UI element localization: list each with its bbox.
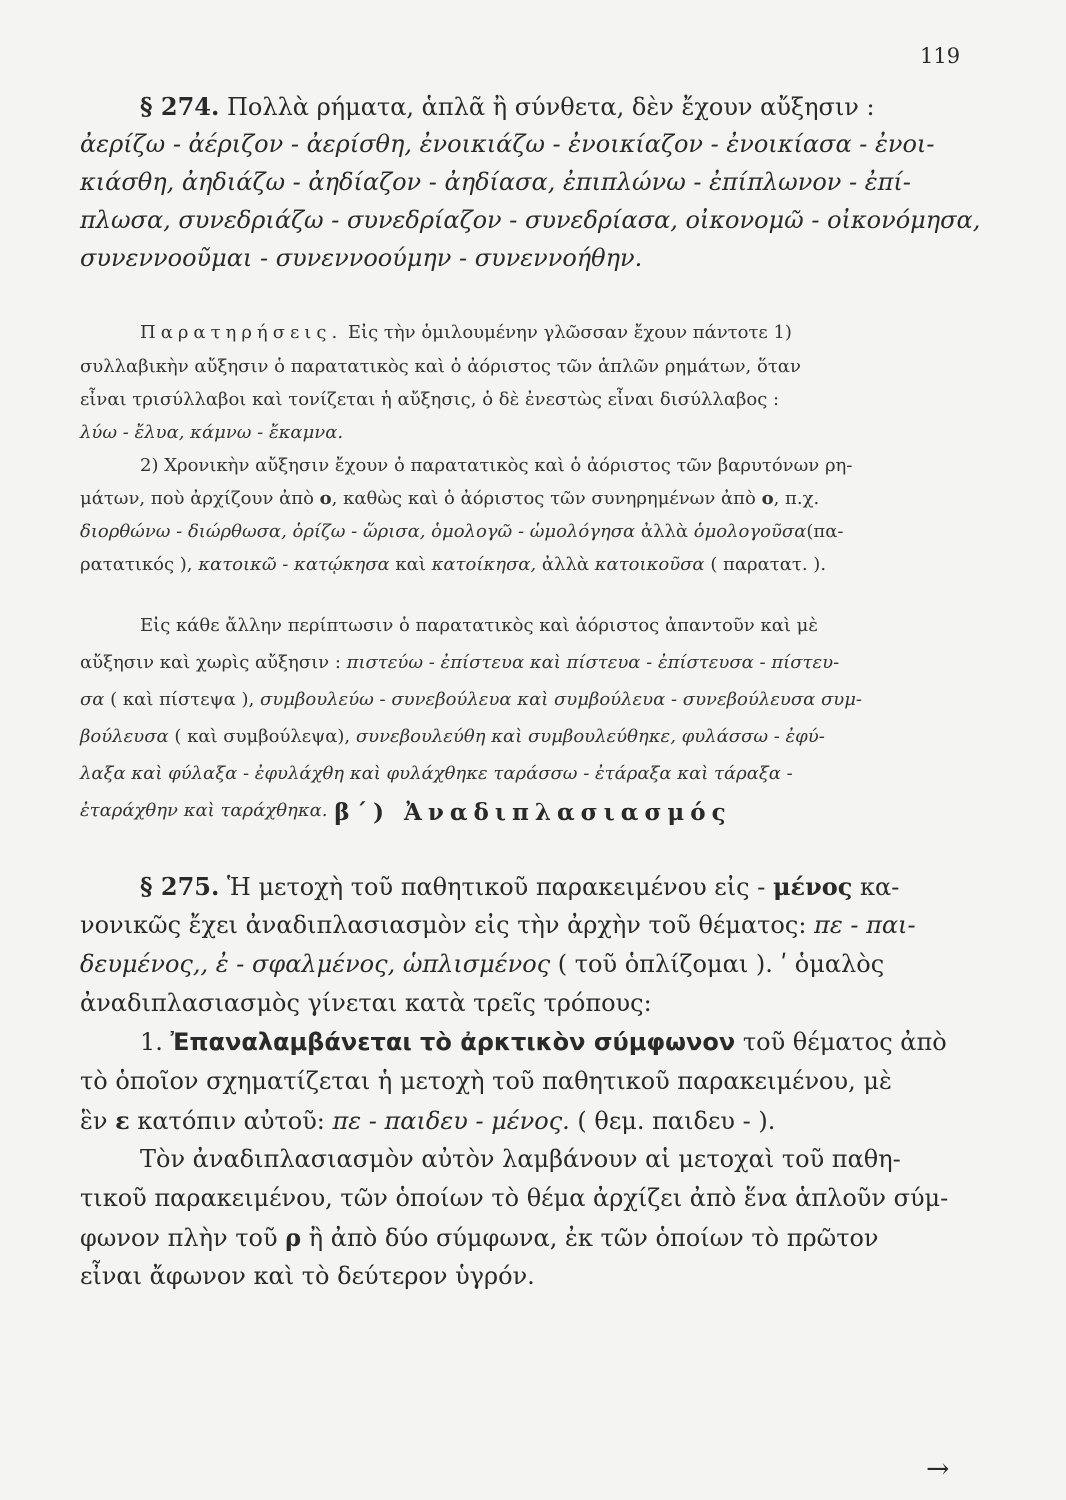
paragraph-text: νονικῶς ἔχει ἀναδιπλασιασμὸν εἰς τὴν ἀρχὴν τοῦ θέματος: <box>80 911 815 939</box>
paragraph-line: πλωσα, συνεδριάζω - συνεδρίαζον - συνεδρίασα, οἰκονομῶ - οἰκονόμησα, <box>80 206 981 234</box>
paragraph-text: ( θεμ. παιδευ - ). <box>569 1107 776 1135</box>
note-text: μάτων, ποὺ ἀρχίζουν ἀπὸ <box>80 488 320 509</box>
note-text: , καθὼς καὶ ὁ ἀόριστος τῶν συνηρημένων ἀπὸ <box>331 488 762 509</box>
note-text: ( καὶ πίστεψα ), <box>110 689 261 710</box>
note-line: Εἰς τὴν ὁμιλουμένην γλῶσσαν ἔχουν πάντοτε 1) <box>347 322 792 343</box>
suffix-bold: μένος <box>772 872 853 901</box>
note-line: λύω - ἔλυα, κάμνω - ἔκαμνα. <box>80 422 344 443</box>
note-line: εἶναι τρισύλλαβοι καὶ τονίζεται ἡ αὔξησις, ὁ δὲ ἐνεστὼς εἶναι δισύλλαβος : <box>80 389 780 410</box>
paragraph-text: Ἡ μετοχὴ τοῦ παθητικοῦ παρακειμένου εἰς - <box>227 873 773 901</box>
note-line: 2) Χρονικὴν αὔξησιν ἔχουν ὁ παρατατικὸς καὶ ὁ ἀόριστος τῶν βαρυτόνων ρη- <box>140 455 853 476</box>
letter-rho: ρ <box>285 1223 302 1252</box>
paragraph-line: τὸ ὁποῖον σχηματίζεται ἡ μετοχὴ τοῦ παθητικοῦ παρακειμένου, μὲ <box>80 1067 892 1095</box>
paragraph-line: εἶναι ἄφωνον καὶ τὸ δεύτερον ὑγρόν. <box>80 1262 535 1290</box>
list-number: 1. <box>140 1028 171 1056</box>
paragraph-text: ἓν <box>80 1107 116 1135</box>
note-text: ἀλλὰ <box>635 521 694 542</box>
note-example: κατοικῶ - κατῴκησα <box>198 554 390 575</box>
note-example: πιστεύω - ἐπίστευα καὶ πίστευα - ἐπίστευσα - πίστευ- <box>346 652 840 673</box>
note-text: ρατατικός ), <box>80 554 199 575</box>
section-275 <box>80 872 960 1301</box>
paragraph-line: συνεννοοῦμαι - συνεννοούμην - συνεννοήθην. <box>80 244 643 272</box>
section-number: § 275. <box>140 872 220 901</box>
letter-epsilon: ε <box>115 1106 130 1135</box>
paragraph-text: κα- <box>852 873 900 901</box>
note-text: ( καὶ συμβούλεψα), <box>174 726 356 747</box>
example-text: πε - παιδευ - μένος. <box>332 1107 570 1135</box>
notes-label: Παρατηρήσεις. <box>140 322 343 343</box>
note-line: ἐταράχθην καὶ ταράχθηκα. <box>80 800 328 821</box>
notes-block <box>80 322 960 837</box>
example-text: πε - παι- <box>814 911 916 939</box>
section-274 <box>80 92 981 282</box>
bold-rule: Ἐπαναλαμβάνεται τὸ ἀρκτικὸν σύμφωνον <box>170 1028 736 1056</box>
section-heading: β΄) Ἀναδιπλασιασμός <box>334 799 732 826</box>
note-example: διορθώνω - διώρθωσα, ὁρίζω - ὥρισα, ὁμολογῶ - ὡμολόγησα <box>80 521 636 542</box>
note-example: συνεβουλεύθη καὶ συμβουλεύθηκε, φυλάσσω - ἐφύ- <box>355 726 825 747</box>
page-number: 119 <box>920 44 961 68</box>
paragraph-text: φωνον πλὴν τοῦ <box>80 1224 286 1252</box>
letter-omicron: ο <box>319 488 332 509</box>
note-text: ( παρατατ. ). <box>704 554 827 575</box>
paragraph-line: κιάσθη, ἀηδιάζω - ἀηδίαζον - ἀηδίασα, ἐπιπλώνω - ἐπίπλωνον - ἐπί- <box>80 168 911 196</box>
note-text: , π.χ. <box>773 488 820 509</box>
note-example: βούλευσα <box>80 726 175 747</box>
note-text: αὔξησιν καὶ χωρὶς αὔξησιν : <box>80 652 347 673</box>
note-example: συμβουλεύω - συνεβούλευα καὶ συμβούλευα - συνεβούλευσα συμ- <box>260 689 863 710</box>
paragraph-line: τικοῦ παρακειμένου, τῶν ὁποίων τὸ θέμα ἀρχίζει ἀπὸ ἕνα ἁπλοῦν σύμ- <box>80 1184 949 1212</box>
note-text: (πα- <box>806 521 844 542</box>
letter-omicron: ο <box>761 488 774 509</box>
note-text: ἀλλὰ <box>536 554 595 575</box>
note-example: ὁμολογοῦσα <box>693 521 807 542</box>
paragraph-text: τοῦ θέματος ἀπὸ <box>735 1028 947 1056</box>
note-line: λαξα καὶ φύλαξα - ἐφυλάχθη καὶ φυλάχθηκε ταράσσω - ἐτάραξα καὶ τάραξα - <box>80 763 793 784</box>
section-number: § 274. <box>140 92 220 121</box>
main-text <box>80 92 981 837</box>
note-line: Εἰς κάθε ἄλλην περίπτωσιν ὁ παρατατικὸς καὶ ἀόριστος ἀπαντοῦν καὶ μὲ <box>140 615 819 636</box>
note-example: κατοικοῦσα <box>594 554 705 575</box>
note-line: συλλαβικὴν αὔξησιν ὁ παρατατικὸς καὶ ὁ ἀόριστος τῶν ἁπλῶν ρημάτων, ὅταν <box>80 356 801 377</box>
continue-arrow-icon: → <box>926 1452 950 1485</box>
paragraph-line: Πολλὰ ρήματα, ἁπλᾶ ἢ σύνθετα, δὲν ἔχουν αὔξησιν : <box>227 93 875 121</box>
paragraph-line: ἀερίζω - ἀέριζον - ἀερίσθη, ἐνοικιάζω - ἐνοικίαζον - ἐνοικίασα - ἐνοι- <box>80 130 935 158</box>
note-example: κατοίκησα, <box>431 554 537 575</box>
note-example: σα <box>80 689 111 710</box>
note-text: καὶ <box>389 554 432 575</box>
paragraph-line: Τὸν ἀναδιπλασιασμὸν αὐτὸν λαμβάνουν αἱ μετοχαὶ τοῦ παθη- <box>140 1145 901 1173</box>
paragraph-text: ( τοῦ ὁπλίζομαι ). ʹ ὁμαλὸς <box>550 950 885 978</box>
paragraph-line: ἀναδιπλασιασμὸς γίνεται κατὰ τρεῖς τρόπους: <box>80 989 652 1017</box>
paragraph-text: κατόπιν αὐτοῦ: <box>129 1107 333 1135</box>
example-text: δευμένος,, ἐ - σφαλμένος, ὡπλισμένος <box>80 950 551 978</box>
paragraph-text: ἢ ἀπὸ δύο σύμφωνα, ἐκ τῶν ὁποίων τὸ πρῶτον <box>301 1224 879 1252</box>
